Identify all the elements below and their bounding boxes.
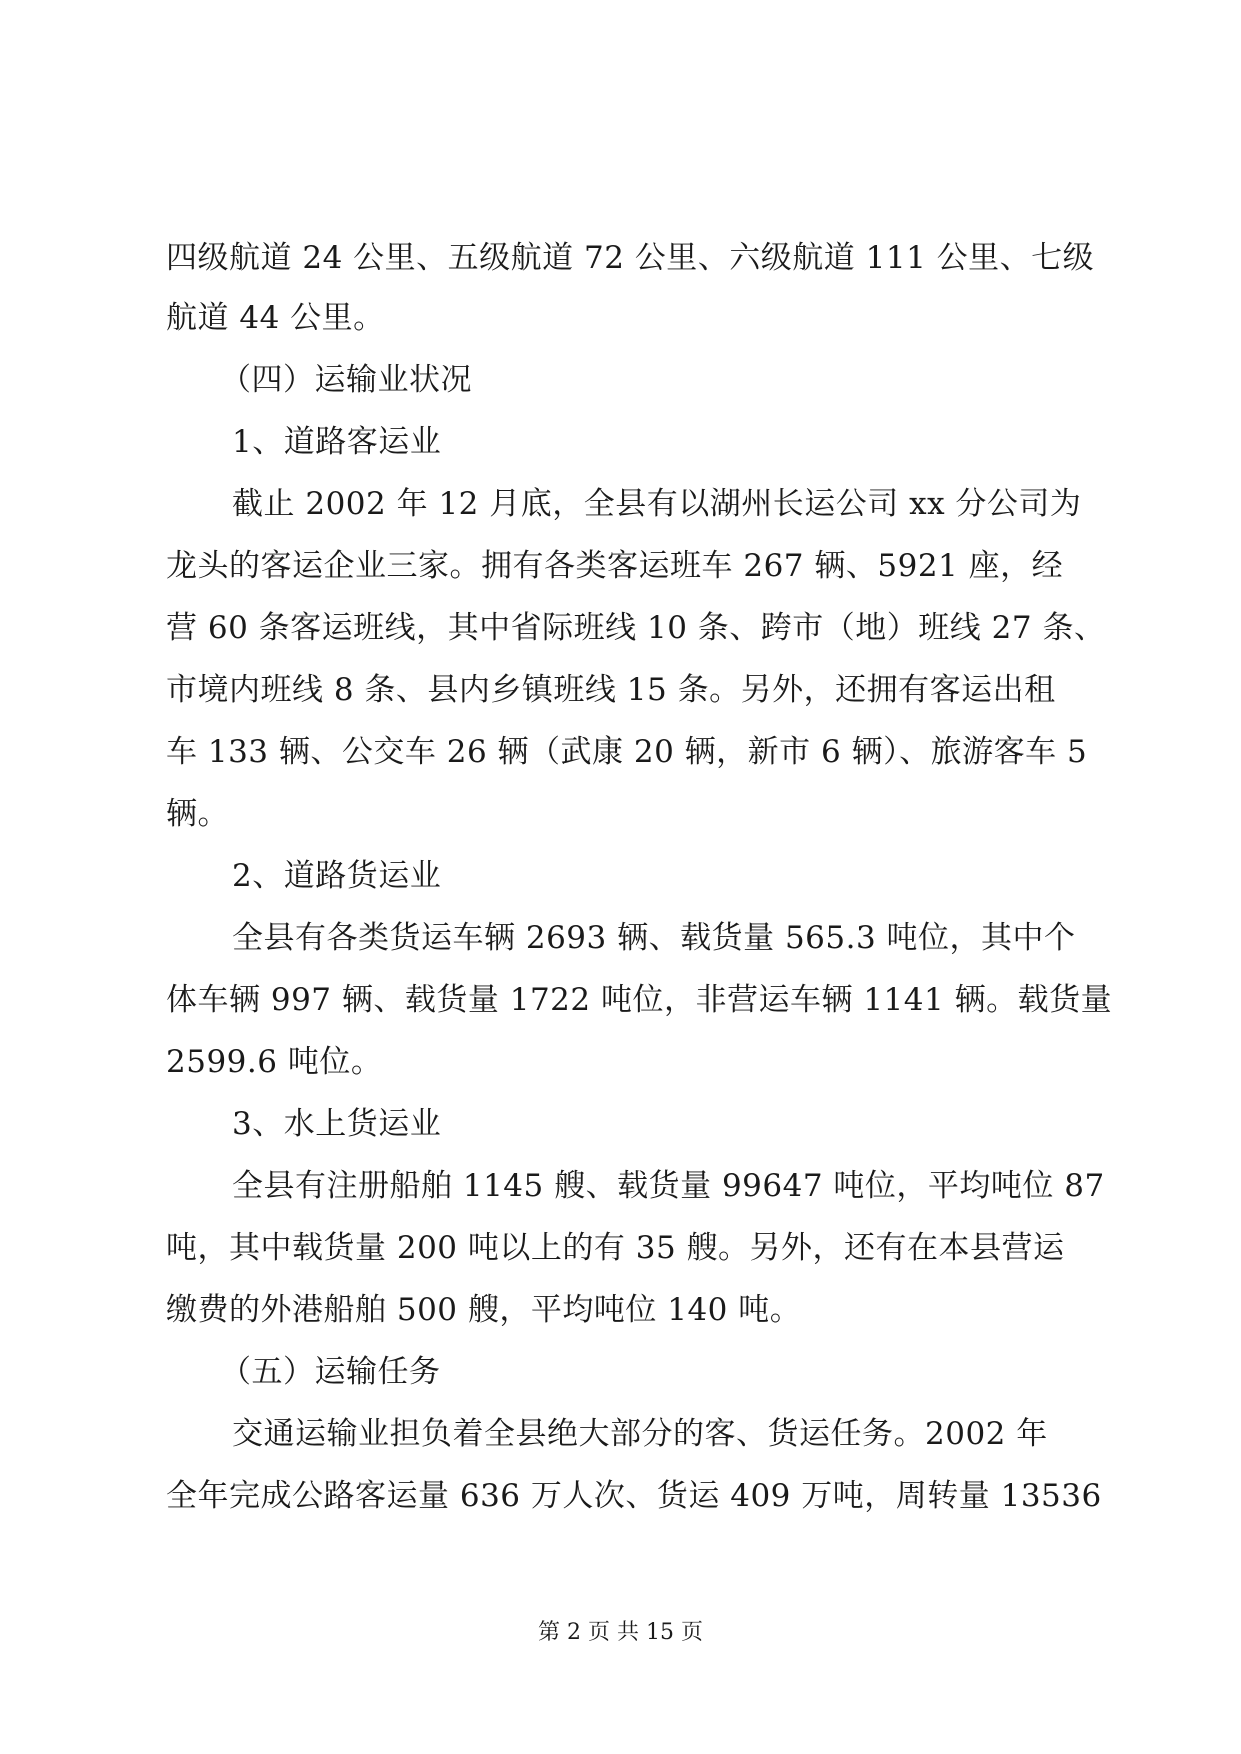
body-text-line: 市境内班线 8 条、县内乡镇班线 15 条。另外，还拥有客运出租	[166, 672, 1056, 708]
body-text-line: 截止 2002 年 12 月底，全县有以湖州长运公司 xx 分公司为	[232, 486, 1082, 522]
body-text-line: 龙头的客运企业三家。拥有各类客运班车 267 辆、5921 座，经	[166, 548, 1064, 584]
body-text-line: 吨，其中载货量 200 吨以上的有 35 艘。另外，还有在本县营运	[166, 1230, 1065, 1266]
subsection-heading: 2、道路货运业	[232, 858, 442, 894]
body-text-line: 车 133 辆、公交车 26 辆（武康 20 辆，新市 6 辆）、旅游客车 5	[166, 734, 1088, 770]
section-heading: （五）运输任务	[220, 1354, 441, 1390]
page-number-footer: 第 2 页 共 15 页	[538, 1620, 703, 1645]
subsection-heading: 3、水上货运业	[232, 1106, 442, 1142]
body-text-line: 缴费的外港船舶 500 艘，平均吨位 140 吨。	[166, 1292, 802, 1328]
body-text-line: 2599.6 吨位。	[166, 1044, 383, 1080]
body-text-line: 航道 44 公里。	[166, 300, 385, 336]
body-text-line: 全县有注册船舶 1145 艘、载货量 99647 吨位，平均吨位 87	[232, 1168, 1105, 1204]
body-text-line: 四级航道 24 公里、五级航道 72 公里、六级航道 111 公里、七级	[166, 240, 1095, 276]
body-text-line: 交通运输业担负着全县绝大部分的客、货运任务。2002 年	[232, 1416, 1048, 1452]
subsection-heading: 1、道路客运业	[232, 424, 442, 460]
body-text-line: 体车辆 997 辆、载货量 1722 吨位，非营运车辆 1141 辆。载货量	[166, 982, 1113, 1018]
body-text-line: 营 60 条客运班线，其中省际班线 10 条、跨市（地）班线 27 条、	[166, 610, 1106, 646]
body-text-line: 全县有各类货运车辆 2693 辆、载货量 565.3 吨位，其中个	[232, 920, 1076, 956]
section-heading: （四）运输业状况	[220, 362, 472, 398]
body-text-line: 辆。	[166, 796, 229, 832]
body-text-line: 全年完成公路客运量 636 万人次、货运 409 万吨，周转量 13536	[166, 1478, 1102, 1514]
